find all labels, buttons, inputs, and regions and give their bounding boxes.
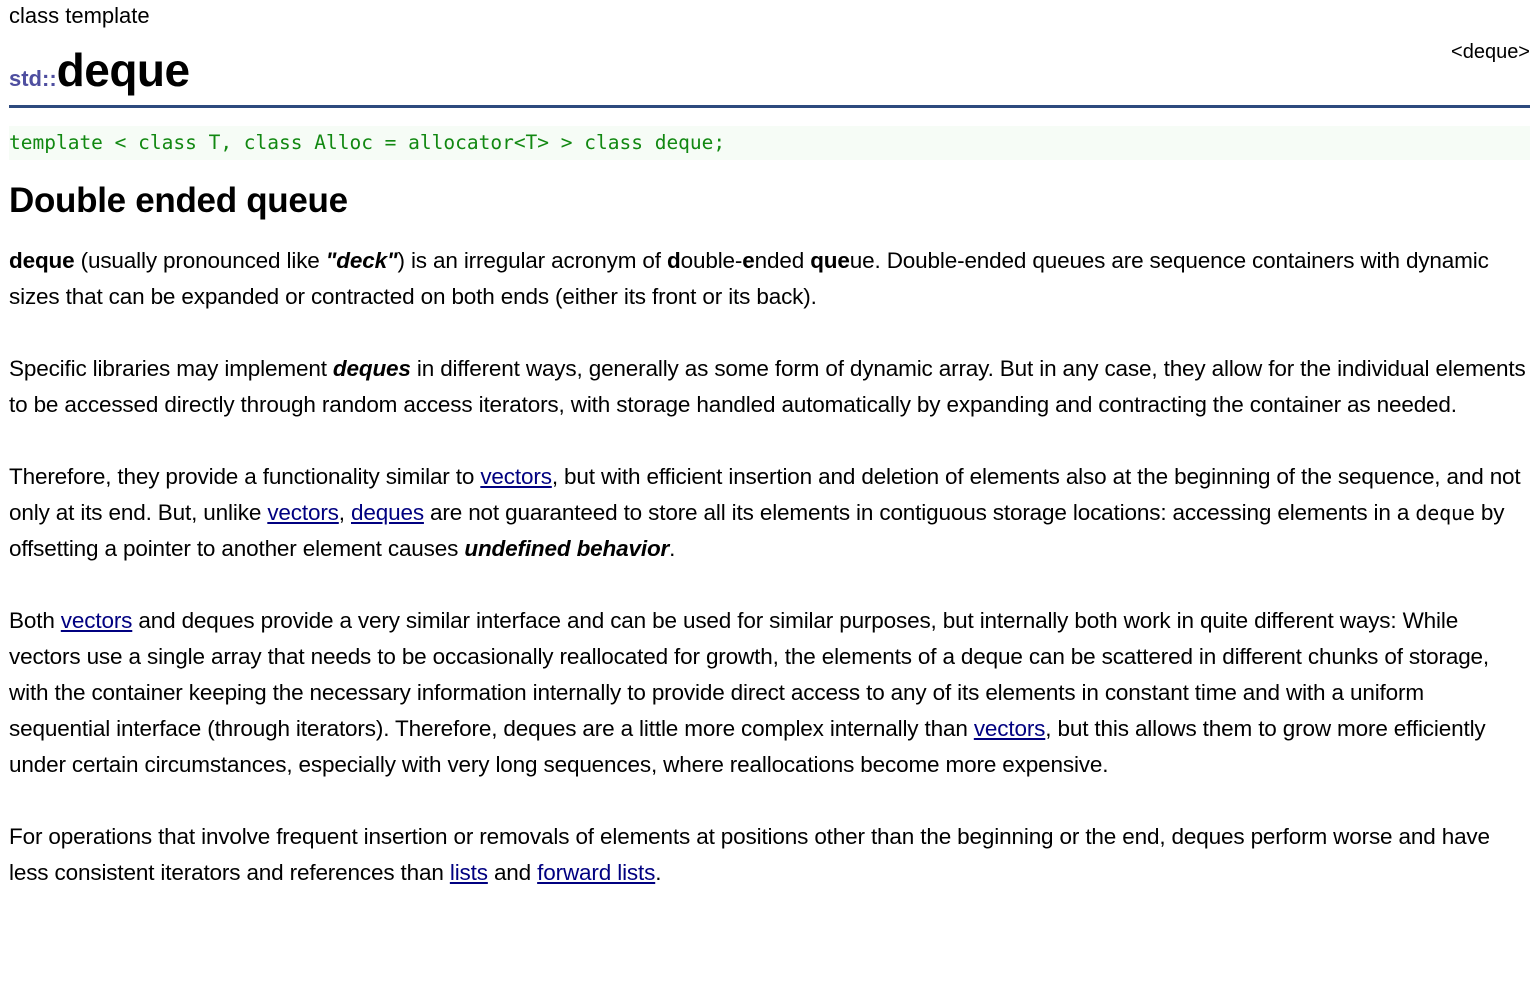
text: nded [754, 248, 811, 273]
bold-term: deque [9, 248, 75, 273]
text: . [655, 860, 662, 885]
text: , but with efficient insertion and deletion of elements also at the beginning of the sequence, and not only at its end. But, unlike [9, 464, 1521, 525]
text: (usually pronounced like [74, 248, 326, 273]
link-vectors[interactable]: vectors [973, 716, 1046, 741]
code-term: deque [1415, 501, 1475, 525]
link-vectors[interactable]: vectors [480, 464, 552, 489]
text: ouble- [680, 248, 743, 273]
bold-italic-term: undefined behavior [464, 536, 670, 561]
bold-letter: d [667, 248, 681, 273]
text: Therefore, they provide a functionality similar to [9, 464, 481, 489]
bold-italic-term: deques [332, 356, 411, 381]
text: and deques provide a very similar interface and can be used for similar purposes, but internally both work in quite different ways: While vectors use a single array that needs to be occasionally reallocated for growth, the elements of a deque can be scattered in different chunks of storage, with the container keeping the necessary information internally to provide direct access to any of its elements in constant time and with a uniform sequential interface (through iterators). Therefore, deques are a little more complex internally than [9, 608, 1490, 741]
namespace-prefix: std:: [9, 66, 57, 91]
link-forward-lists[interactable]: forward lists [537, 860, 656, 885]
paragraph-5 [9, 819, 1530, 891]
text: by offsetting a pointer to another element causes [9, 500, 1505, 561]
type-label: class template [9, 3, 150, 28]
title-divider [9, 105, 1530, 108]
text: ) is an irregular acronym of [397, 248, 667, 273]
link-vectors[interactable]: vectors [267, 500, 339, 525]
link-vectors[interactable]: vectors [60, 608, 133, 633]
paragraph-2 [9, 351, 1530, 423]
text: . [669, 536, 676, 561]
text: Both [9, 608, 61, 633]
text: and [487, 860, 538, 885]
text: ue. Double-ended queues are sequence containers with dynamic sizes that can be expanded or contracted on both ends (either its front or its back). [9, 248, 1489, 309]
paragraph-1 [9, 243, 1530, 315]
page-title [9, 42, 190, 98]
bold-letter: e [742, 248, 755, 273]
paragraph-4 [9, 603, 1530, 783]
italic-term: "deck" [325, 248, 398, 273]
class-name: deque [56, 44, 190, 96]
description [9, 243, 1530, 927]
text: , but this allows them to grow more efficiently under certain circumstances, especially with very long sequences, where reallocations become more expensive. [9, 716, 1486, 777]
header-file-label: <deque> [1451, 41, 1530, 63]
text: are not guaranteed to store all its elements in contiguous storage locations: accessing elements in a [423, 500, 1416, 525]
bold-letter: que [810, 248, 850, 273]
link-deques[interactable]: deques [351, 500, 424, 525]
section-title: Double ended queue [9, 181, 348, 220]
link-lists[interactable]: lists [449, 860, 488, 885]
paragraph-3 [9, 459, 1530, 567]
text: in different ways, generally as some form of dynamic array. But in any case, they allow for the individual elements to be accessed directly through random access iterators, with storage handled automatically by expanding and contracting the container as needed. [9, 356, 1526, 417]
text: For operations that involve frequent insertion or removals of elements at positions other than the beginning or the end, deques perform worse and have less consistent iterators and references than [9, 824, 1490, 885]
class-prototype: template < class T, class Alloc = allocator<T> > class deque; [9, 126, 1530, 160]
text: , [338, 500, 351, 525]
text: Specific libraries may implement [9, 356, 333, 381]
